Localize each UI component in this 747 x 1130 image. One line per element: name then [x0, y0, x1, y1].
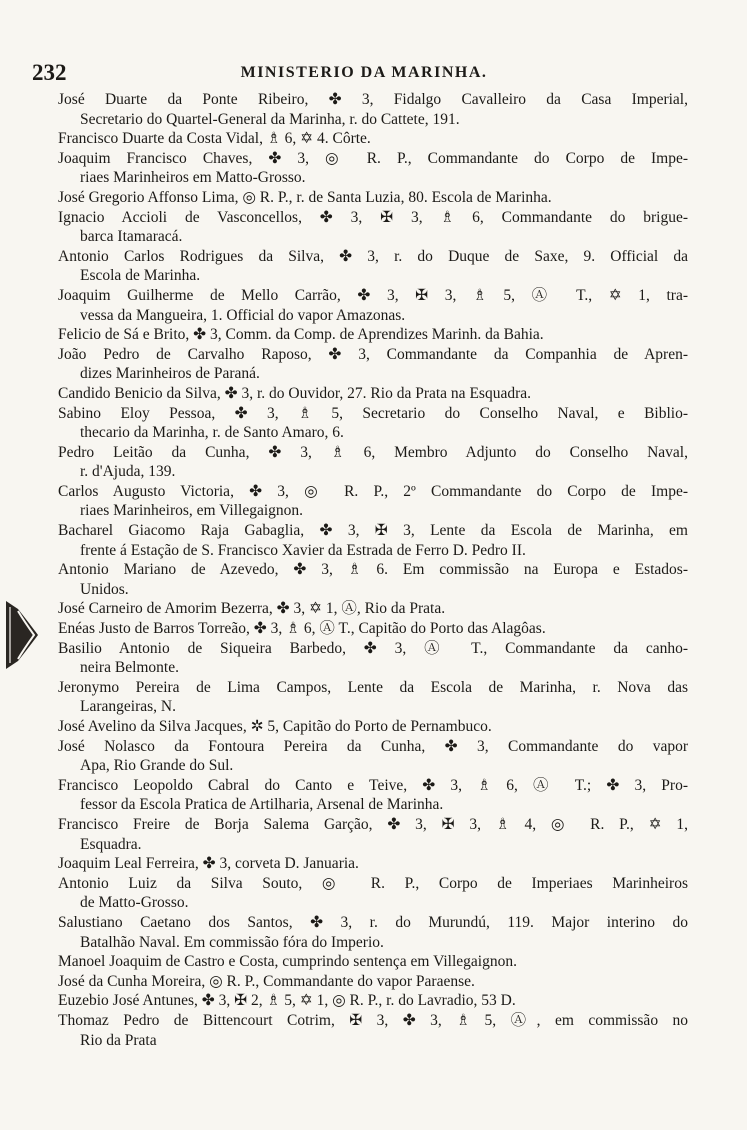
list-item — [58, 1011, 688, 1050]
entry-line: frente á Estação de S. Francisco Xavier da Estrada de Ferro D. Pedro II. — [80, 541, 526, 559]
entry-line: Escola de Marinha. — [80, 267, 201, 285]
list-item — [58, 247, 688, 286]
entry-line: riaes Marinheiros em Matto-Grosso. — [80, 169, 306, 187]
entry-line: vessa da Mangueira, 1. Official do vapor Amazonas. — [80, 306, 406, 324]
entry-line: Joaquim Guilherme de Mello Carrão, ✤ 3, ✠ 3, ♗ 5, Ⓐ T., ✡ 1, tra- — [58, 286, 688, 304]
entry-line: barca Itamaracá. — [80, 228, 183, 246]
entry-line: José Duarte da Ponte Ribeiro, ✤ 3, Fidalgo Cavalleiro da Casa Imperial, — [58, 91, 688, 108]
list-item — [58, 90, 688, 129]
page-header — [24, 60, 704, 88]
list-item — [58, 854, 688, 874]
list-item — [58, 776, 688, 815]
list-item — [58, 129, 688, 149]
entry-line: Antonio Carlos Rodrigues da Silva, ✤ 3, r. do Duque de Saxe, 9. Official da — [58, 247, 688, 265]
entry-list — [58, 90, 688, 1050]
entry-line: Francisco Leopoldo Cabral do Canto e Teive, ✤ 3, ♗ 6, Ⓐ T.; ✤ 3, Pro- — [58, 776, 688, 794]
list-item — [58, 815, 688, 854]
entry-line: dizes Marinheiros de Paraná. — [80, 365, 260, 383]
entry-line: riaes Marinheiros, em Villegaignon. — [80, 502, 304, 520]
list-item — [58, 717, 688, 737]
entry-line: Candido Benicio da Silva, ✤ 3, r. do Ouvidor, 27. Rio da Prata na Esquadra. — [58, 384, 531, 402]
entry-line: Unidos. — [80, 580, 129, 598]
entry-line: Manoel Joaquim de Castro e Costa, cumprindo sentença em Villegaignon. — [58, 953, 517, 971]
list-item — [58, 521, 688, 560]
entry-line: thecario da Marinha, r. de Santo Amaro, 6. — [80, 424, 344, 442]
list-item — [58, 913, 688, 952]
entry-line: Carlos Augusto Victoria, ✤ 3, ◎ R. P., 2º Commandante do Corpo de Impe- — [58, 482, 688, 500]
list-item — [58, 599, 688, 619]
printer-ornament-icon — [4, 599, 42, 671]
list-item — [58, 188, 688, 208]
list-item — [58, 443, 688, 482]
list-item — [58, 286, 688, 325]
list-item — [58, 972, 688, 992]
list-item — [58, 737, 688, 776]
entry-line: Bacharel Giacomo Raja Gabaglia, ✤ 3, ✠ 3, Lente da Escola de Marinha, em — [58, 522, 688, 540]
entry-line: José Gregorio Affonso Lima, ◎ R. P., r. de Santa Luzia, 80. Escola de Marinha. — [58, 188, 552, 206]
entry-line: Joaquim Leal Ferreira, ✤ 3, corveta D. Januaria. — [58, 855, 359, 873]
entry-line: Francisco Duarte da Costa Vidal, ♗ 6, ✡ 4. Côrte. — [58, 130, 371, 148]
entry-line: Joaquim Francisco Chaves, ✤ 3, ◎ R. P., Commandante do Corpo de Impe- — [58, 149, 688, 167]
page-number: 232 — [32, 60, 67, 85]
list-item — [58, 874, 688, 913]
entry-line: José Nolasco da Fontoura Pereira da Cunha, ✤ 3, Commandante do vapor — [58, 737, 688, 755]
entry-line: Euzebio José Antunes, ✤ 3, ✠ 2, ♗ 5, ✡ 1, ◎ R. P., r. do Lavradio, 53 D. — [58, 992, 516, 1010]
entry-line: Thomaz Pedro de Bittencourt Cotrim, ✠ 3, ✤ 3, ♗ 5, Ⓐ, em commissão no — [58, 1011, 688, 1029]
list-item — [58, 482, 688, 521]
list-item — [58, 384, 688, 404]
entry-line: Jeronymo Pereira de Lima Campos, Lente da Escola de Marinha, r. Nova das — [58, 678, 688, 696]
list-item — [58, 149, 688, 188]
entry-line: Larangeiras, N. — [80, 698, 176, 716]
list-item — [58, 639, 688, 678]
entry-line: Ignacio Accioli de Vasconcellos, ✤ 3, ✠ 3, ♗ 6, Commandante do brigue- — [58, 208, 688, 226]
entry-line: r. d'Ajuda, 139. — [80, 463, 176, 481]
entry-line: Felicio de Sá e Brito, ✤ 3, Comm. da Comp. de Aprendizes Marinh. da Bahia. — [58, 326, 544, 344]
entry-line: Basilio Antonio de Siqueira Barbedo, ✤ 3, Ⓐ T., Commandante da canho- — [58, 639, 688, 657]
list-item — [58, 208, 688, 247]
list-item — [58, 952, 688, 972]
entry-line: de Matto-Grosso. — [80, 894, 189, 912]
page-title: MINISTERIO DA MARINHA. — [240, 64, 488, 81]
entry-line: Pedro Leitão da Cunha, ✤ 3, ♗ 6, Membro Adjunto do Conselho Naval, — [58, 443, 688, 461]
entry-line: José Carneiro de Amorim Bezerra, ✤ 3, ✡ 1, Ⓐ, Rio da Prata. — [58, 600, 446, 618]
list-item — [58, 560, 688, 599]
entry-line: fessor da Escola Pratica de Artilharia, Arsenal de Marinha. — [80, 796, 444, 814]
entry-line: José da Cunha Moreira, ◎ R. P., Commandante do vapor Paraense. — [58, 972, 475, 990]
entry-line: Secretario do Quartel-General da Marinha, r. do Cattete, 191. — [80, 110, 460, 128]
entry-line: José Avelino da Silva Jacques, ✲ 5, Capitão do Porto de Pernambuco. — [58, 718, 492, 735]
entry-line: Apa, Rio Grande do Sul. — [80, 757, 234, 775]
list-item — [58, 325, 688, 345]
entry-line: Batalhão Naval. Em commissão fóra do Imperio. — [80, 933, 384, 951]
entry-line: Enéas Justo de Barros Torreão, ✤ 3, ♗ 6, Ⓐ T., Capitão do Porto das Alagôas. — [58, 620, 546, 638]
list-item — [58, 991, 688, 1011]
entry-line: Salustiano Caetano dos Santos, ✤ 3, r. do Murundú, 119. Major interino do — [58, 913, 688, 931]
list-item — [58, 404, 688, 443]
entry-line: neira Belmonte. — [80, 659, 179, 677]
entry-line: Antonio Mariano de Azevedo, ✤ 3, ♗ 6. Em commissão na Europa e Estados- — [58, 561, 688, 579]
list-item — [58, 619, 688, 639]
entry-line: Francisco Freire de Borja Salema Garção, ✤ 3, ✠ 3, ♗ 4, ◎ R. P., ✡ 1, — [58, 815, 688, 833]
entry-line: Esquadra. — [80, 835, 142, 853]
entry-line: Rio da Prata — [80, 1031, 157, 1049]
entry-line: Sabino Eloy Pessoa, ✤ 3, ♗ 5, Secretario do Conselho Naval, e Biblio- — [58, 404, 688, 422]
entry-line: João Pedro de Carvalho Raposo, ✤ 3, Commandante da Companhia de Apren- — [58, 345, 688, 363]
list-item — [58, 345, 688, 384]
entry-line: Antonio Luiz da Silva Souto, ◎ R. P., Corpo de Imperiaes Marinheiros — [58, 874, 688, 892]
list-item — [58, 678, 688, 717]
